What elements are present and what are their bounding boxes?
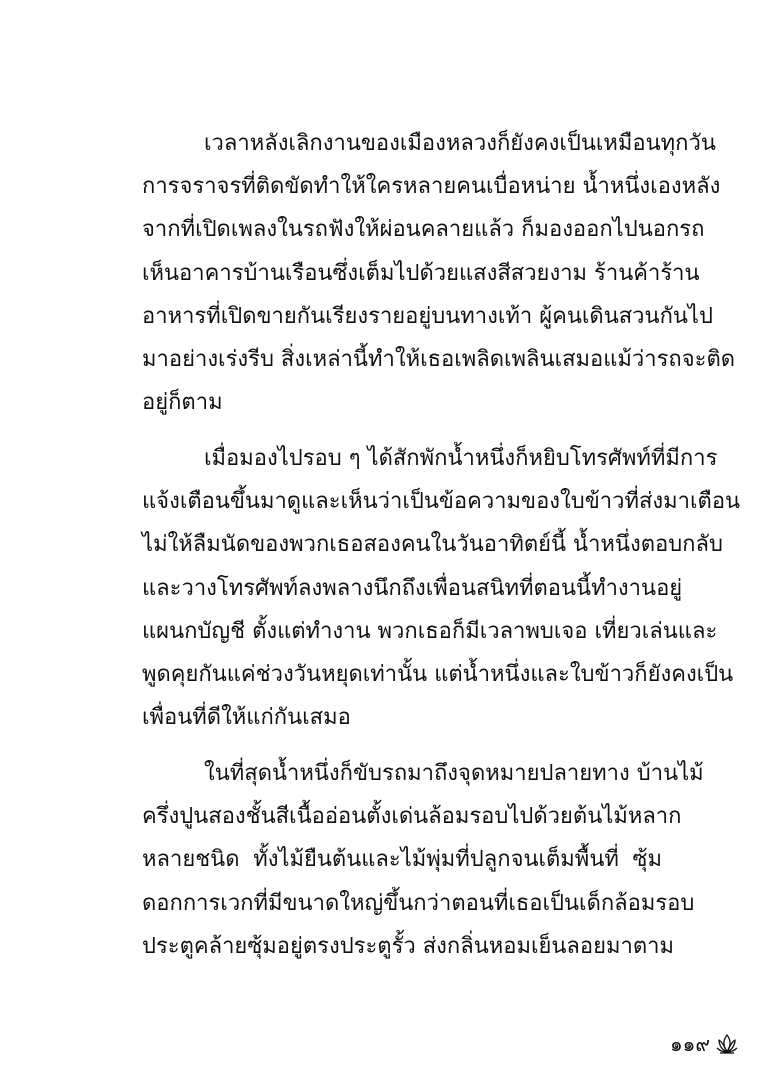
text-line: และวางโทรศัพท์ลงพลางนึกถึงเพื่อนสนิทที่ตอนนี้ทำงานอยู่ [142, 575, 683, 601]
text-line: เวลาหลังเลิกงานของเมืองหลวงก็ยังคงเป็นเหมือนทุกวัน [204, 131, 716, 156]
text-line: เมื่อมองไปรอบ ๆ ได้สักพักน้ำหนึ่งก็หยิบโทรศัพท์ที่มีการ [204, 446, 718, 471]
text-line: เพื่อนที่ดีให้แก่กันเสมอ [142, 705, 351, 731]
text-line: การจราจรที่ติดขัดทำให้ใครหลายคนเบื่อหน่าย น้ำหนึ่งเองหลัง [142, 174, 721, 200]
page-number: ๑๑๙ [669, 1032, 710, 1056]
text-line: อาหารที่เปิดขายกันเรียงรายอยู่บนทางเท้า ผู้คนเดินสวนกันไป [142, 303, 713, 329]
text-line: มาอย่างเร่งรีบ สิ่งเหล่านี้ทำให้เธอเพลิดเพลินเสมอแม้ว่ารถจะติด [142, 346, 736, 372]
text-line: แจ้งเตือนขึ้นมาดูและเห็นว่าเป็นข้อความของใบข้าวที่ส่งมาเตือน [142, 489, 741, 515]
text-line: อยู่ก็ตาม [142, 390, 223, 416]
text-line: ดอกการเวกที่มีขนาดใหญ่ขึ้นกว่าตอนที่เธอเป็นเด็กล้อมรอบ [142, 890, 695, 916]
text-line: จากที่เปิดเพลงในรถฟังให้ผ่อนคลายแล้ว ก็มองออกไปนอกรถ [142, 217, 705, 243]
lotus-flower-icon [716, 1033, 738, 1055]
text-line: หลายชนิด ทั้งไม้ยืนต้นและไม้พุ่มที่ปลูกจนเต็มพื้นที่ ซุ้ม [142, 847, 662, 873]
page-footer [670, 1032, 738, 1056]
text-line: ประตูคล้ายซุ้มอยู่ตรงประตูรั้ว ส่งกลิ่นหอมเย็นลอยมาตาม [142, 933, 675, 959]
text-line: เห็นอาคารบ้านเรือนซึ่งเต็มไปด้วยแสงสีสวยงาม ร้านค้าร้าน [142, 260, 700, 286]
text-line: พูดคุยกันแค่ช่วงวันหยุดเท่านั้น แต่น้ำหนึ่งและใบข้าวก็ยังคงเป็น [142, 661, 734, 687]
text-line: ครึ่งปูนสองชั้นสีเนื้ออ่อนตั้งเด่นล้อมรอบไปด้วยต้นไม้หลาก [142, 804, 682, 830]
text-line: ในที่สุดน้ำหนึ่งก็ขับรถมาถึงจุดหมายปลายทาง บ้านไม้ [204, 761, 704, 786]
text-line: ไม่ให้ลืมนัดของพวกเธอสองคนในวันอาทิตย์นี้ น้ำหนึ่งตอบกลับ [142, 532, 723, 558]
paragraph-3 [142, 752, 704, 968]
paragraph-2 [142, 437, 741, 739]
paragraph-1 [142, 122, 736, 424]
text-line: แผนกบัญชี ตั้งแต่ทำงาน พวกเธอก็มีเวลาพบเจอ เที่ยวเล่นและ [142, 618, 718, 644]
